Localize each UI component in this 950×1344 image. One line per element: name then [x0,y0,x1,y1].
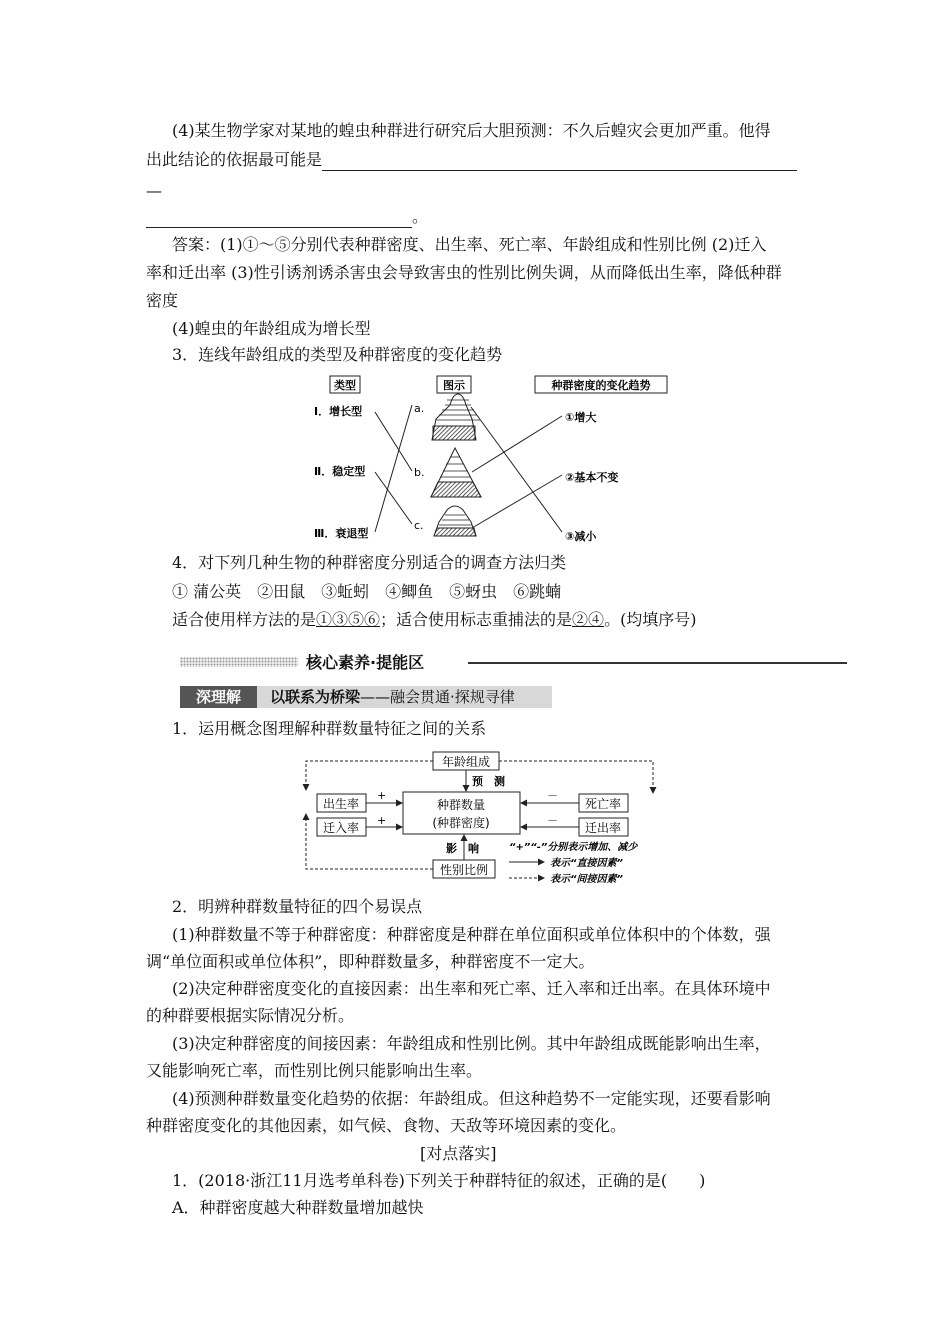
label-predict: 预 测 [472,775,505,788]
legend-indirect: 表示“间接因素” [550,874,623,885]
letter-b: b. [414,466,425,479]
trend-increase: ①增大 [565,411,597,424]
q4-line3: 。 [146,206,428,228]
population-concept-map [300,748,680,888]
banner-title: 核心素养·提能区 [306,653,425,672]
legend-direct: 表示“直接因素” [550,858,623,869]
trend-stable: ②基本不变 [565,471,619,484]
header-trend: 种群密度的变化趋势 [551,379,651,392]
label-center2: (种群密度) [432,816,490,830]
answer-mark-recapture: ②④ [572,610,605,629]
trend-decrease: ③减小 [565,530,597,543]
sign-minus-death: － [547,789,558,802]
age-structure-matching-diagram [300,370,680,546]
section-banner [180,653,847,673]
sign-minus-emig: － [547,814,558,827]
label-death: 死亡率 [584,797,622,811]
sign-plus-birth: + [377,789,387,802]
answer-blank-2[interactable] [146,211,412,228]
label-emig: 迁出率 [584,821,622,835]
label-immig: 迁入率 [322,821,360,835]
type-growth: Ⅰ．增长型 [314,405,363,418]
practice-optA[interactable]: A．种群密度越大种群数量增加越快 [172,1198,424,1217]
header-fig: 图示 [443,379,465,392]
p2-s1b: 调“单位面积或单位体积”，即种群数量多，种群密度不一定大。 [146,952,595,971]
p2-s2b: 的种群要根据实际情况分析。 [146,1006,355,1025]
answer-line4: (4)蝗虫的年龄组成为增长型 [172,319,371,338]
banner-rule [468,662,847,664]
legend-signs: “+”“-”分别表示增加、减少 [509,842,638,853]
label-influence: 影 响 [446,842,479,855]
label-center1: 种群数量 [436,798,486,812]
type-stable: Ⅱ．稳定型 [314,465,366,478]
pyramid-b [431,448,481,497]
p1-title: 1．运用概念图理解种群数量特征之间的关系 [172,719,487,738]
p2-s4b: 种群密度变化的其他因素，如气候、食物、天敌等环境因素的变化。 [146,1116,627,1135]
subsection-bar [180,686,552,708]
banner-dots [180,657,298,667]
label-age: 年龄组成 [441,755,491,769]
subsection-tag: 深理解 [180,686,257,708]
pyramid-a [432,394,480,440]
p2-s3b: 又能影响死亡率，而性别比例只能影响出生率。 [146,1061,483,1080]
practice-heading: [对点落实] [420,1144,497,1163]
q4-dash: — [146,181,162,200]
label-sex: 性别比例 [439,863,489,877]
answer-line1: 答案：(1)①～⑤分别代表种群密度、出生率、死亡率、年龄组成和性别比例 (2)迁入 [172,235,767,254]
p2-s3a: (3)决定种群密度的间接因素：年龄组成和性别比例。其中年龄组成既能影响出生率， [172,1034,771,1053]
letter-a: a. [414,402,425,415]
p2-s2a: (2)决定种群密度变化的直接因素：出生率和死亡率、迁入率和迁出率。在具体环境中 [172,979,771,998]
label-birth: 出生率 [322,797,360,811]
answer-quadrat: ①③⑤⑥ [316,610,381,629]
letter-c: c. [414,519,424,532]
item4-title: 4．对下列几种生物的种群密度分别适合的调查方法归类 [172,553,567,572]
pyramid-c [434,506,476,536]
answer-blank-1[interactable] [322,154,797,171]
subsection-title: 以联系为桥梁——融会贯通·探规寻律 [270,688,515,706]
answer-line2: 率和迁出率 (3)性引诱剂诱杀害虫会导致害虫的性别比例失调，从而降低出生率，降低种群 [146,263,782,282]
p2-s1a: (1)种群数量不等于种群密度：种群密度是种群在单位面积或单位体积中的个体数，强 [172,925,771,944]
p2-s4a: (4)预测种群数量变化趋势的依据：年龄组成。但这种趋势不一定能实现，还要看影响 [172,1089,771,1108]
header-type: 类型 [334,379,356,392]
type-decline: Ⅲ．衰退型 [314,527,369,540]
item3-title: 3．连线年龄组成的类型及种群密度的变化趋势 [172,345,503,364]
q4-line2: 出此结论的依据最可能是 [146,149,797,171]
item4-answer: 适合使用样方法的是①③⑤⑥；适合使用标志重捕法的是②④。(均填序号) [172,610,697,629]
sign-plus-immig: + [377,814,387,827]
p2-title: 2．明辨种群数量特征的四个易误点 [172,897,423,916]
practice-q1: 1．(2018·浙江11月选考单科卷)下列关于种群特征的叙述，正确的是( ) [172,1171,706,1190]
q4-line1: (4)某生物学家对某地的蝗虫种群进行研究后大胆预测：不久后蝗灾会更加严重。他得 [172,121,771,140]
item4-species: ① 蒲公英 ②田鼠 ③蚯蚓 ④鲫鱼 ⑤蚜虫 ⑥跳蝻 [172,582,562,601]
answer-line3: 密度 [146,291,179,310]
